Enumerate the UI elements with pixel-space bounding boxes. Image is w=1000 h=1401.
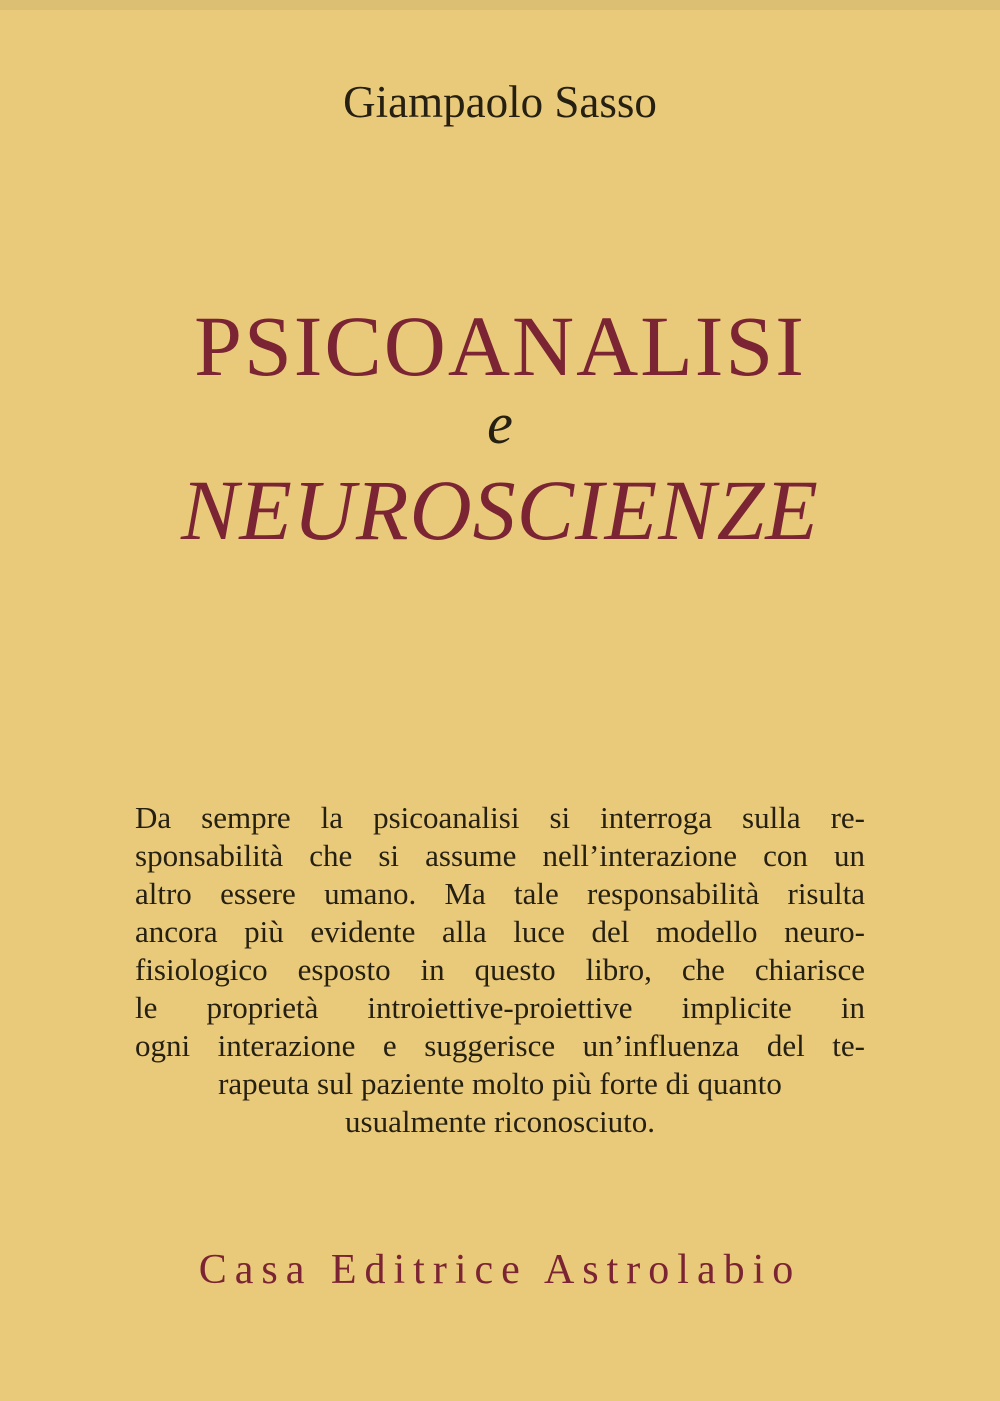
book-title: PSICOANALISI	[194, 298, 806, 394]
blurb-line: rapeuta sul paziente molto più forte di quanto	[218, 1066, 782, 1101]
blurb-line: Da sempre la psicoanalisi si interroga sulla re-	[135, 800, 865, 835]
publisher-name: Casa Editrice Astrolabio	[198, 1247, 802, 1293]
blurb-line: ancora più evidente alla luce del modello neuro-	[135, 914, 865, 949]
title-connector: e	[487, 391, 513, 456]
blurb-line: ogni interazione e suggerisce un’influenza del te-	[135, 1028, 865, 1063]
back-blurb	[135, 799, 865, 1141]
blurb-line: le proprietà introiettive-proiettive implicite in	[135, 990, 865, 1025]
blurb-line: altro essere umano. Ma tale responsabilità risulta	[135, 876, 865, 911]
author-name: Giampaolo Sasso	[343, 77, 657, 127]
blurb-line: usualmente riconosciuto.	[345, 1104, 655, 1139]
blurb-line: sponsabilità che si assume nell’interazione con un	[135, 838, 865, 873]
book-subtitle: NEUROSCIENZE	[181, 462, 819, 558]
blurb-line: fisiologico esposto in questo libro, che chiarisce	[135, 952, 865, 987]
